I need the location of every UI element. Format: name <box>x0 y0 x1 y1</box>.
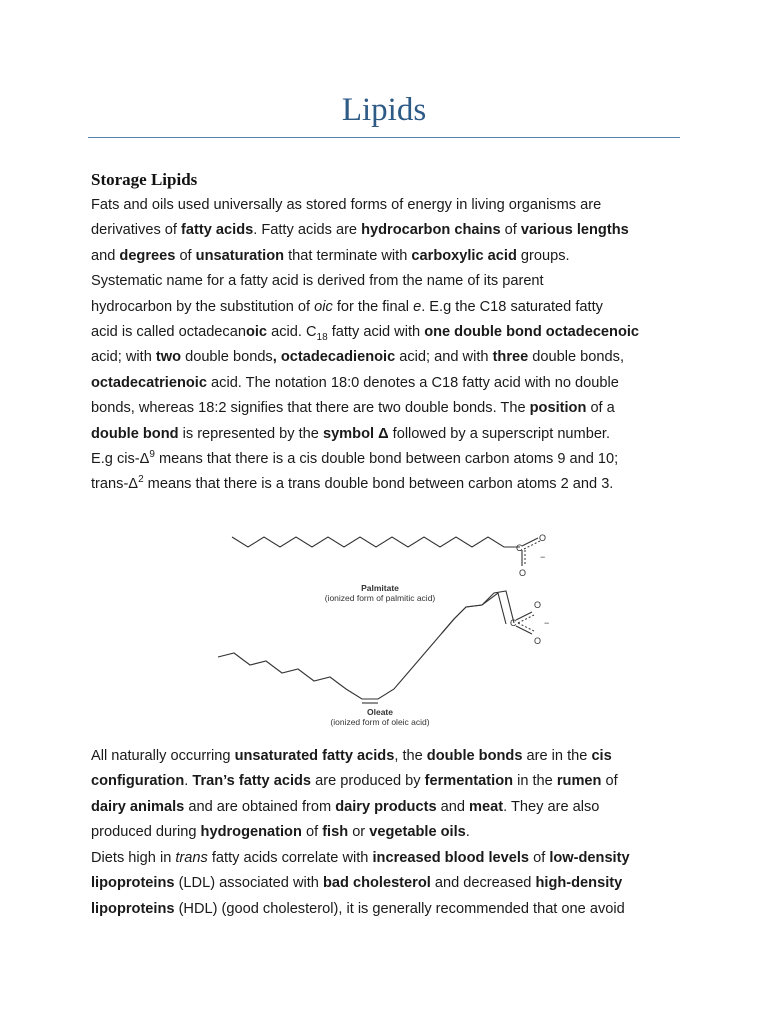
oleate-oxygen-bond <box>516 626 532 634</box>
section-heading: Storage Lipids <box>91 170 198 189</box>
palmitate-oxygen-bottom: O <box>519 568 527 578</box>
text-line: acid is called octadecanoic acid. $C_{18}$ fatty acid with one double bond octadecenoic <box>91 323 640 343</box>
text-line: configuration. Tran’s fatty acids are produced by fermentation in the rumen of <box>91 773 618 790</box>
oleate-carbon-chain <box>218 593 506 699</box>
oleate-carbonyl-bond <box>516 612 532 620</box>
oleate-oxygen-top: O <box>534 600 542 610</box>
text-line: octadecatrienoic acid. The notation 18:0 denotes a C18 fatty acid with no double <box>91 374 619 391</box>
text-line: double bond is represented by the symbol Δ followed by a superscript number. <box>91 425 611 442</box>
palmitate-carbon-chain <box>232 537 520 547</box>
oleate-charge: − <box>544 618 550 628</box>
text-line: produced during hydrogenation of fish or vegetable oils. <box>91 824 470 841</box>
title-underline <box>88 137 680 138</box>
text-line: dairy animals and are obtained from dairy products and meat. They are also <box>91 798 600 815</box>
page-title: Lipids <box>341 92 427 128</box>
fatty-acid-structures-figure <box>210 520 570 735</box>
palmitate-carbonyl-bond <box>522 538 538 546</box>
text-line: lipoproteins (LDL) associated with bad cholesterol and decreased high-density <box>91 875 623 892</box>
text-line: and degrees of unsaturation that terminate with carboxylic acid groups. <box>91 247 570 264</box>
text-line: E.g cis-$\Delta^9$ means that there is a cis double bond between carbon atoms 9 and 10; <box>91 449 619 467</box>
text-line: acid; with two double bonds, octadecadienoic acid; and with three double bonds, <box>91 349 625 366</box>
oleate-caption: (ionized form of oleic acid) <box>330 717 430 727</box>
diet-paragraph <box>91 846 691 922</box>
palmitate-carbon-atom: C <box>516 543 523 553</box>
oleate-oxygen-bond-dashed <box>518 623 534 631</box>
oleate-oxygen-bottom: O <box>534 636 542 646</box>
text-line: trans-$\Delta^2$ means that there is a trans double bond between carbon atoms 2 and 3. <box>91 474 614 493</box>
text-line: All naturally occurring unsaturated fatty acids, the double bonds are in the cis <box>91 748 612 764</box>
oleate-carbon-atom: C <box>510 618 517 628</box>
trans-fats-paragraph <box>91 744 691 846</box>
text-line: Fats and oils used universally as stored forms of energy in living organisms are <box>91 197 602 213</box>
text-line: Diets high in trans fatty acids correlate with increased blood levels of low-density <box>91 850 630 866</box>
text-line: lipoproteins (HDL) (good cholesterol), it is generally recommended that one avoid <box>91 900 625 917</box>
palmitate-carbonyl-bond-dashed <box>524 541 540 549</box>
palmitate-caption: (ionized form of palmitic acid) <box>324 593 436 603</box>
palmitate-name: Palmitate <box>361 583 399 593</box>
text-line: derivatives of fatty acids. Fatty acids are hydrocarbon chains of various lengths <box>91 222 629 239</box>
structure-diagram <box>210 520 570 735</box>
storage-lipids-paragraph <box>91 193 691 498</box>
palmitate-charge: − <box>540 552 546 562</box>
oleate-carbonyl-bond-dashed <box>518 615 534 623</box>
palmitate-oxygen-top: O <box>539 533 547 543</box>
text-line: Systematic name for a fatty acid is derived from the name of its parent <box>91 273 544 290</box>
text-line: hydrocarbon by the substitution of oic for the final e. E.g the C18 saturated fatty <box>91 298 603 315</box>
oleate-name: Oleate <box>367 707 393 717</box>
text-line: bonds, whereas 18:2 signifies that there are two double bonds. The position of a <box>91 400 615 417</box>
